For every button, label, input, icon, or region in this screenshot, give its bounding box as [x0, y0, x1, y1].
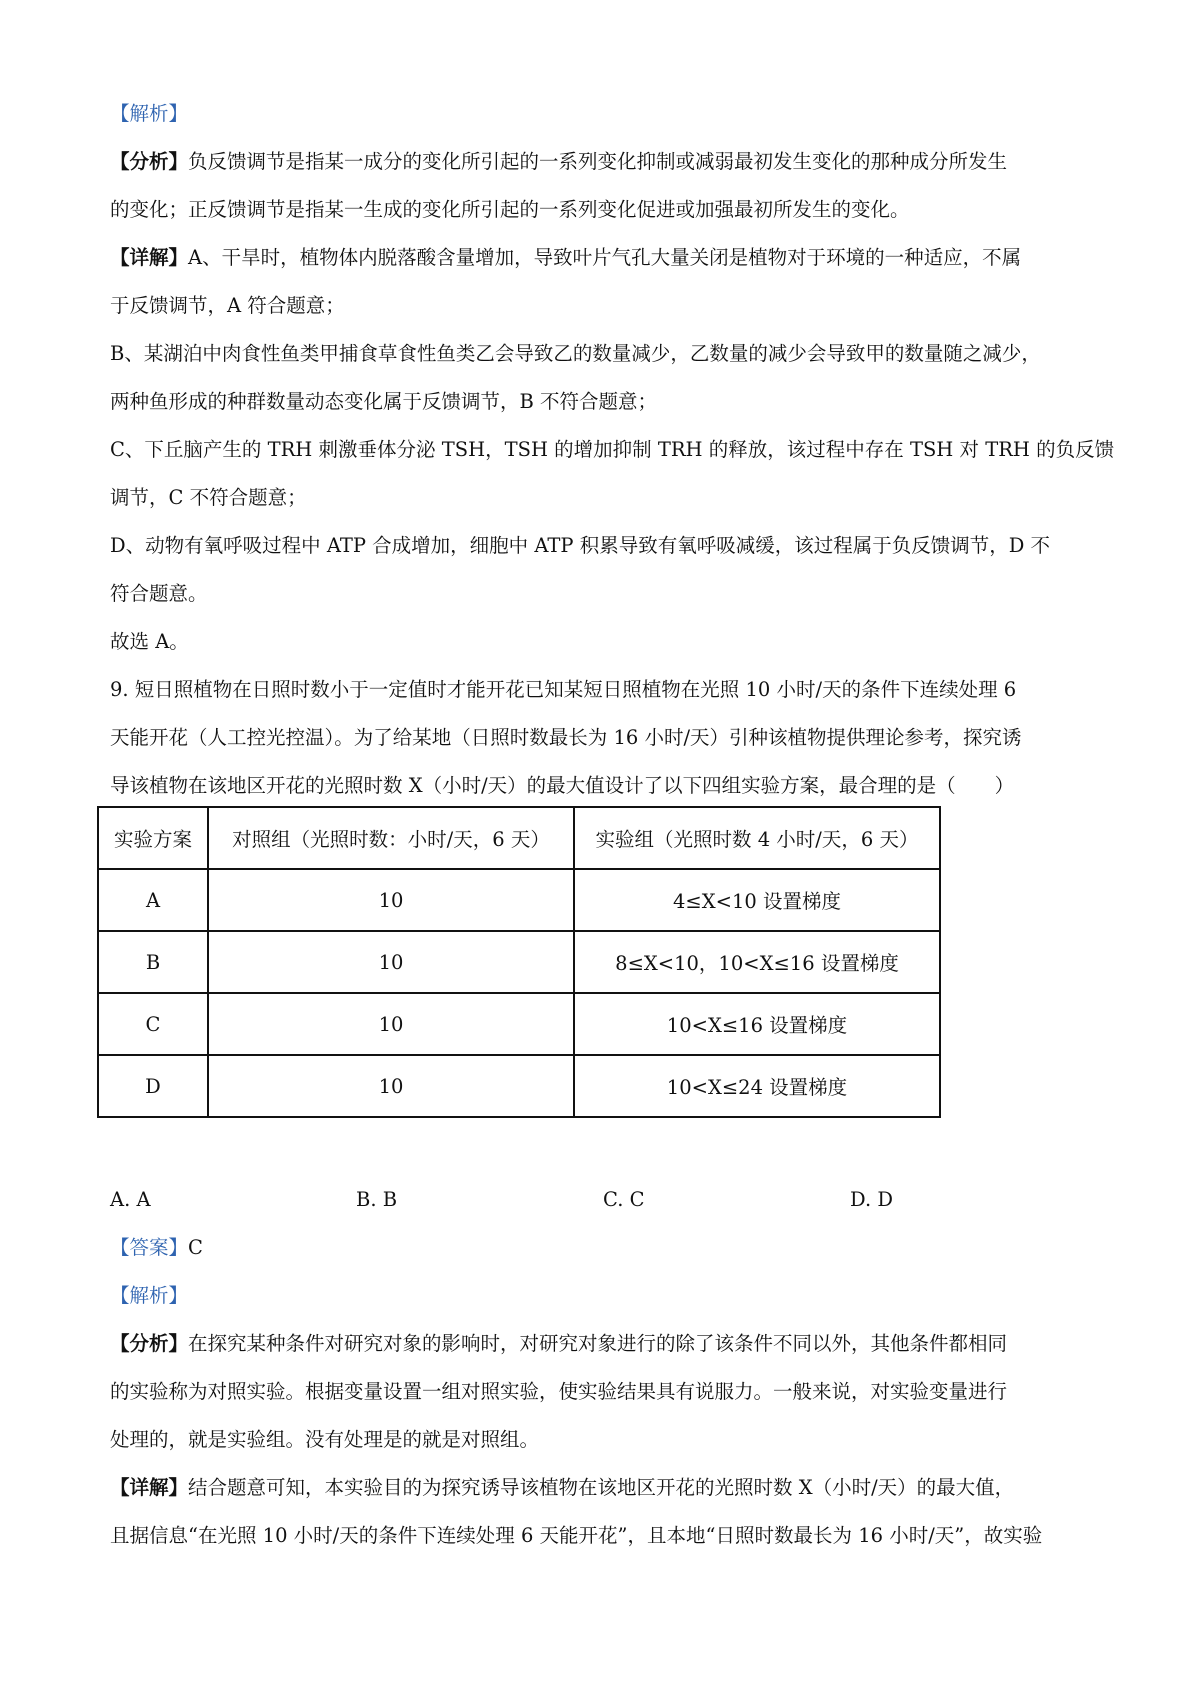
detail-option-b-cont: 两种鱼形成的种群数量动态变化属于反馈调节，B 不符合题意；	[110, 390, 658, 413]
analysis-text: 负反馈调节是指某一成分的变化所引起的一系列变化抑制或减弱最初发生变化的那种成分所发生	[188, 150, 1008, 173]
table-cell: B	[98, 931, 208, 993]
answer-value: C	[188, 1236, 203, 1259]
table-header-cell: 实验方案	[98, 807, 208, 869]
conclusion: 故选 A。	[110, 630, 189, 653]
table-cell: C	[98, 993, 208, 1055]
option-c: C. C	[603, 1188, 645, 1211]
table-cell: 4≤X<10 设置梯度	[574, 869, 940, 931]
option-a: A. A	[110, 1188, 151, 1211]
analysis-paragraph-line	[110, 1330, 1007, 1358]
detail-option-c-cont: 调节，C 不符合题意；	[110, 486, 307, 509]
analysis-text-cont: 的实验称为对照实验。根据变量设置一组对照实验，使实验结果具有说服力。一般来说，对实验变量进行	[110, 1380, 1008, 1403]
answer-line	[110, 1234, 203, 1262]
experiment-table	[97, 806, 941, 1118]
table-cell: 10<X≤16 设置梯度	[574, 993, 940, 1055]
detail-paragraph-line	[110, 244, 1021, 272]
table-header-cell: 实验组（光照时数 4 小时/天，6 天）	[574, 807, 940, 869]
analysis-text-cont: 处理的，就是实验组。没有处理是的就是对照组。	[110, 1428, 540, 1451]
question-9-stem: 9. 短日照植物在日照时数小于一定值时才能开花已知某短日照植物在光照 10 小时/天的条件下连续处理 6	[110, 678, 1017, 701]
table-cell: 10	[208, 1055, 574, 1117]
detail-paragraph-line	[110, 1474, 1014, 1502]
table-cell: 10	[208, 869, 574, 931]
analysis-tag: 【分析】	[110, 150, 189, 173]
option-b: B. B	[356, 1188, 398, 1211]
section-heading-analysis: 【解析】	[110, 102, 189, 125]
option-d: D. D	[850, 1188, 893, 1211]
detail-option-b: B、某湖泊中肉食性鱼类甲捕食草食性鱼类乙会导致乙的数量减少，乙数量的减少会导致甲的数量随之减少，	[110, 342, 1041, 365]
detail-option-a: A、干旱时，植物体内脱落酸含量增加，导致叶片气孔大量关闭是植物对于环境的一种适应，不属	[188, 246, 1022, 269]
analysis-text: 在探究某种条件对研究对象的影响时，对研究对象进行的除了该条件不同以外，其他条件都相同	[188, 1332, 1008, 1355]
analysis-tag: 【分析】	[110, 1332, 189, 1355]
detail-text-cont: 且据信息“在光照 10 小时/天的条件下连续处理 6 天能开花”，且本地“日照时数最长为 16 小时/天”，故实验	[110, 1524, 1043, 1547]
table-cell: A	[98, 869, 208, 931]
table-row	[98, 931, 940, 993]
analysis-paragraph-line	[110, 148, 1007, 176]
detail-text: 结合题意可知，本实验目的为探究诱导该植物在该地区开花的光照时数 X（小时/天）的最大值，	[188, 1476, 1015, 1499]
answer-tag: 【答案】	[110, 1236, 189, 1259]
detail-option-c: C、下丘脑产生的 TRH 刺激垂体分泌 TSH，TSH 的增加抑制 TRH 的释放，该过程中存在 TSH 对 TRH 的负反馈	[110, 438, 1115, 461]
table-cell: 10<X≤24 设置梯度	[574, 1055, 940, 1117]
detail-option-d-cont: 符合题意。	[110, 582, 208, 605]
table-row	[98, 993, 940, 1055]
question-9-stem-cont: 导该植物在该地区开花的光照时数 X（小时/天）的最大值设计了以下四组实验方案，最合理的是（ ）	[110, 774, 1015, 797]
detail-option-a-cont: 于反馈调节，A 符合题意；	[110, 294, 345, 317]
question-9-stem-cont: 天能开花（人工控光控温）。为了给某地（日照时数最长为 16 小时/天）引种该植物提供理论参考，探究诱	[110, 726, 1022, 749]
table-cell: 10	[208, 993, 574, 1055]
detail-tag: 【详解】	[110, 1476, 189, 1499]
table-cell: D	[98, 1055, 208, 1117]
table-cell: 8≤X<10，10<X≤16 设置梯度	[574, 931, 940, 993]
table-row	[98, 1055, 940, 1117]
detail-option-d: D、动物有氧呼吸过程中 ATP 合成增加，细胞中 ATP 积累导致有氧呼吸减缓，该过程属于负反馈调节，D 不	[110, 534, 1051, 557]
table-cell: 10	[208, 931, 574, 993]
table-header-row	[98, 807, 940, 869]
section-heading-analysis: 【解析】	[110, 1284, 189, 1307]
table-header-cell: 对照组（光照时数：小时/天，6 天）	[208, 807, 574, 869]
table-row	[98, 869, 940, 931]
detail-tag: 【详解】	[110, 246, 189, 269]
analysis-text-cont: 的变化；正反馈调节是指某一生成的变化所引起的一系列变化促进或加强最初所发生的变化。	[110, 198, 910, 221]
